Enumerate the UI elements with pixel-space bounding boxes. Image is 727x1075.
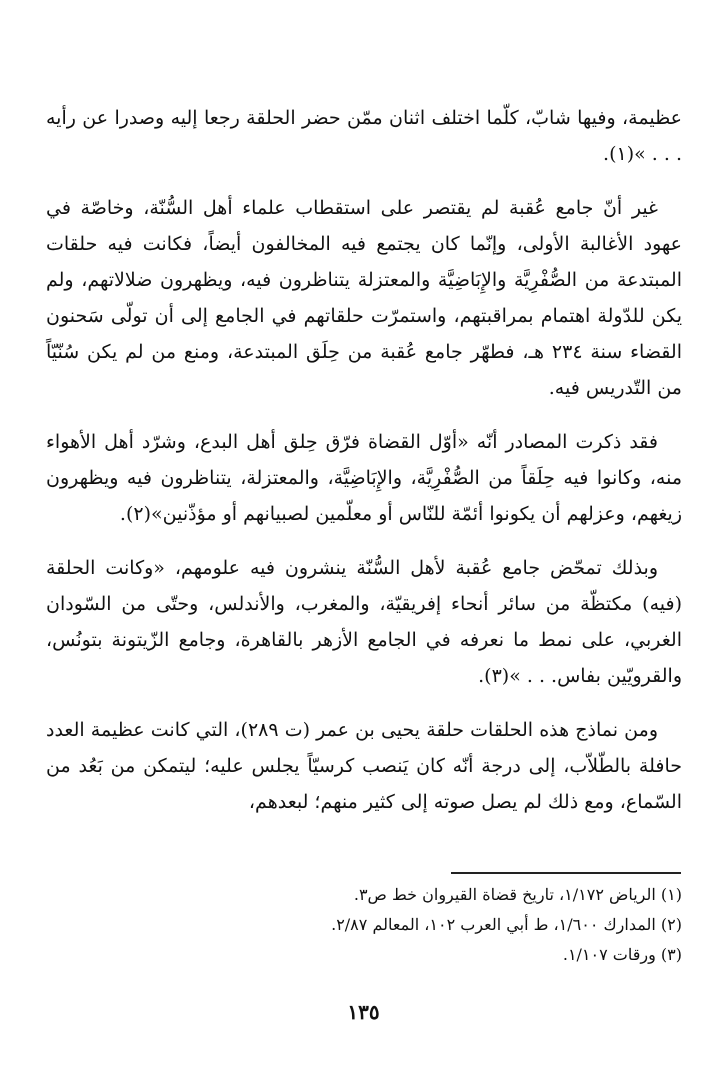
paragraph-1: عظيمة، وفيها شابّ، كلّما اختلف اثنان ممّن حضر الحلقة رجعا إليه وصدرا عن رأيه . . . »(١). — [46, 107, 682, 165]
paragraph-4: وبذلك تمحّض جامع عُقبة لأهل السُّنّة ينشرون فيه علومهم، «وكانت الحلقة (فيه) مكتظّة من سائر أنحاء إفريقيّة، والمغرب، والأندلس، وحتّى من السّودان الغربي، على نمط ما نعرفه في الجامع الأزهر بالقاهرة، وجامع الزّيتونة بتونُس، والقرويّين بفاس. . . »(٣). — [46, 557, 682, 687]
footnote-3: (٣) ورقات ١/١٠٧. — [562, 945, 682, 964]
footnote-divider — [451, 872, 681, 874]
paragraph-5: ومن نماذج هذه الحلقات حلقة يحيى بن عمر (ت ٢٨٩)، التي كانت عظيمة العدد حافلة بالطّلاّب، إلى درجة أنّه كان يَنصب كرسيّاً يجلس عليه؛ ليتمكن من بَعُد من السّماع، ومع ذلك لم يصل صوته إلى كثير منهم؛ لبعدهم، — [46, 719, 682, 813]
footnote-2: (٢) المدارك ١/٦٠٠، ط أبي العرب ١٠٢، المعالم ٢/٨٧. — [331, 915, 682, 934]
paragraph-2: غير أنّ جامع عُقبة لم يقتصر على استقطاب علماء أهل السُّنّة، وخاصّة في عهود الأغالبة الأولى، وإنّما كان يجتمع فيه المخالفون أيضاً، فكانت فيه حلقات المبتدعة من الصُّفْرِيَّة والإِبَاضِيَّة والمعتزلة يتناظرون فيه، ويظهرون ضلالاتهم، ولم يكن للدّولة اهتمام بمراقبتهم، واستمرّت حلقاتهم في الجامع إلى أن تولّى سَحنون القضاء سنة ٢٣٤ هـ، فطهّر جامع عُقبة من حِلَق المبتدعة، ومنع من لم يكن سُنّيّاً من التّدريس فيه. — [46, 197, 682, 399]
paragraph-3: فقد ذكرت المصادر أنّه «أوّل القضاة فرّق حِلق أهل البدع، وشرّد أهل الأهواء منه، وكانوا فيه حِلَقاً من الصُّفْرِيَّة، والإِبَاضِيَّة، والمعتزلة، يتناظرون فيه ويظهرون زيغهم، وعزلهم أن يكونوا أئمّة للنّاس أو معلّمين لصبيانهم أو مؤذّنين»(٢). — [46, 431, 682, 525]
footnotes — [46, 880, 682, 970]
page-number: ١٣٥ — [347, 1000, 380, 1024]
main-text — [46, 100, 682, 838]
footnote-1: (١) الرياض ١/١٧٢، تاريخ قضاة القيروان خط ص٣. — [353, 885, 682, 904]
